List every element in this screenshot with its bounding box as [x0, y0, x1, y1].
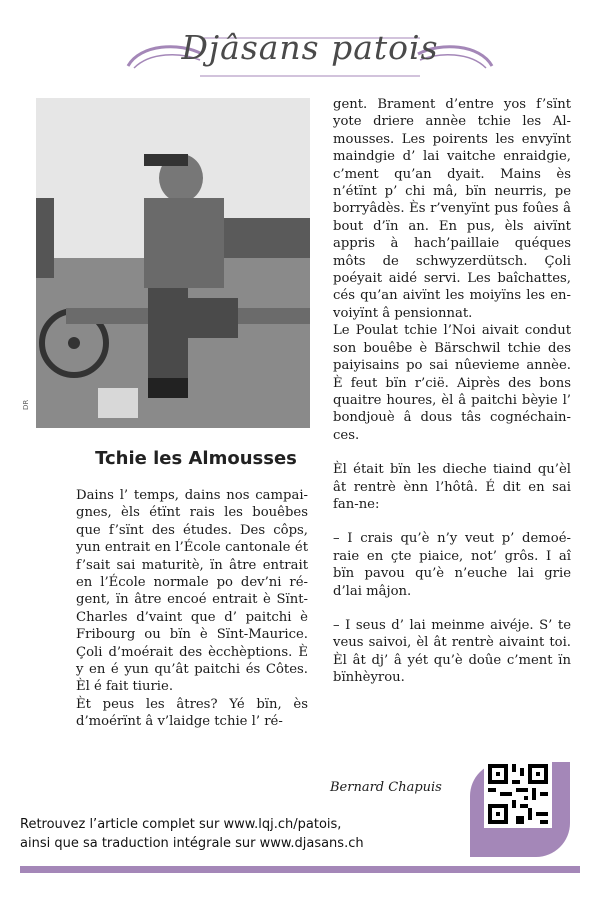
footer-line-1[interactable]: Retrouvez l’article complet sur www.lqj.ch/patois, [20, 817, 342, 832]
header-title: Djâsans patois [181, 28, 439, 67]
footer [20, 815, 364, 853]
footer-line-2[interactable]: ainsi que sa traduction intégrale sur www.djasans.ch [20, 836, 364, 851]
bottom-divider [20, 866, 580, 873]
article-author: Bernard Chapuis [330, 780, 442, 795]
photo-credit: DR [22, 399, 30, 410]
header [120, 22, 500, 82]
article-title: Tchie les Almousses [95, 448, 297, 469]
article-paragraph: Le Poulat tchie l’Noi aivait condut son bouêbe è Bärschwil tchie des paiyisains po sai nûevieme annèe. È feut bïn r’cië. Aiprès des bons quaitre houres, èl â paitchi bèyie l’ bondjouè â dous tâs cognéchain-ces. [333, 323, 571, 443]
article-paragraph: – I crais qu’è n’y veut p’ demoé-raie en çte piaice, not’ grôs. I aî bïn pavou qu’è n’euche lai grie d’lai mâjon. [333, 531, 571, 599]
article-column-1 [76, 487, 308, 731]
article-paragraph: Èt peus les âtres? Yé bïn, ès d’moérïnt â v’laidge tchie l’ ré- [76, 696, 308, 730]
article-photo [36, 98, 310, 428]
article-paragraph: Èl était bïn les dieche tiaind qu’èl ât rentrè ènn l’hôtâ. É dit en sai fan-ne: [333, 462, 571, 512]
article-paragraph: – I seus d’ lai meinme aivéje. S’ te veus saivoi, èl ât rentrè aivaint toi. Èl ât dj’ â yét qu’è doûe c’ment ïn bïnhèyrou. [333, 617, 571, 686]
article-column-2 [333, 96, 571, 687]
qr-code-icon[interactable] [484, 760, 552, 828]
article-paragraph: gent. Brament d’entre yos f’sïnt yote driere annèe tchie les Al-mousses. Les poirents les envyïnt maindgie d’ lai vaitche enraidgie, c’ment qu’an dyait. Mains ès n’étïnt p’ chi mâ, bïn neurris, pe borryâdès. Ès r’venyïnt pus foûes â bout d’ïn an. En pus, èls aivïnt appris à hach’paillaie quéques môts de schwyzerdütsch. Çoli poéyait aidé servi. Les baîchattes, cés qu’an aivïnt les moiyïns les en-voiyïnt â pensionnat. [333, 97, 571, 321]
article-paragraph: Dains l’ temps, dains nos campai-gnes, èls étïnt rais les bouêbes que f’sïnt des études. Des côps, yun entrait en l’École cantonale ét f’sait sai maturitè, ïn âtre entrait en l’École normale po dev’ni ré-gent, ïn âtre encoé entrait è Sïnt-Charles d’vaint que d’ paitchi è Fribourg ou bïn è Sïnt-Maurice. Çoli d’moérait des ècchèptions. È y en é yun qu’ât paitchi és Côtes. Èl é fait tiurie. [76, 488, 308, 695]
